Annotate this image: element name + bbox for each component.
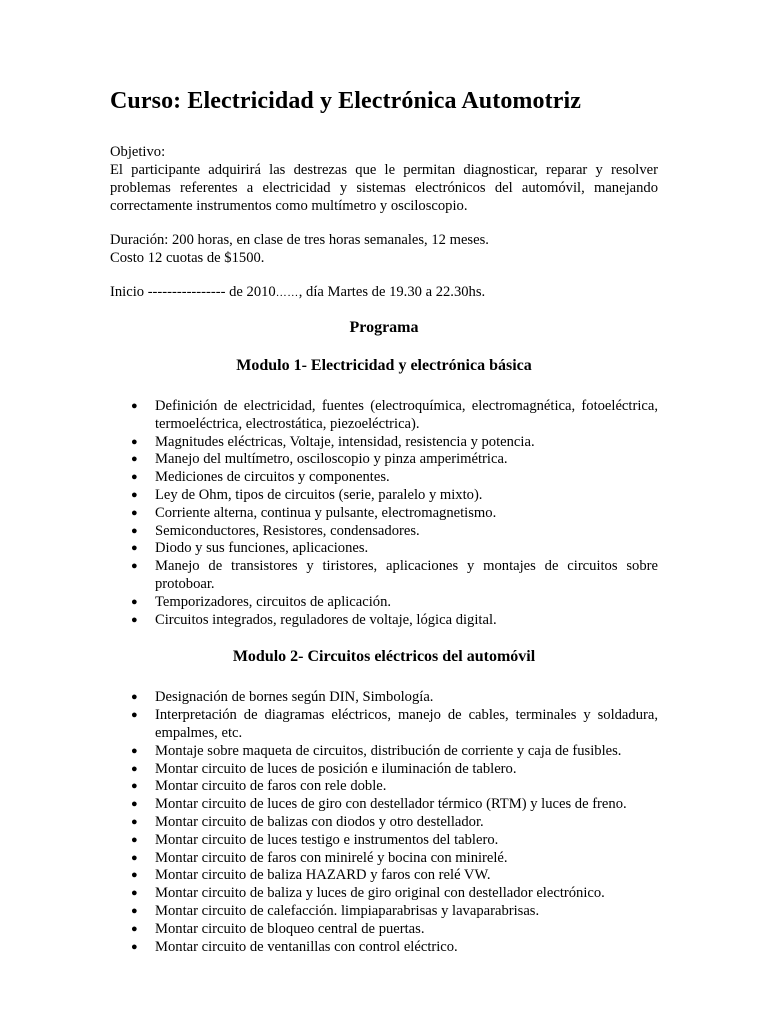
list-item	[110, 558, 658, 594]
program-heading: Programa	[349, 319, 419, 336]
list-item	[110, 796, 658, 814]
list-item	[110, 707, 658, 743]
list-item-text: Temporizadores, circuitos de aplicación.	[155, 593, 392, 610]
bullet-icon: ●	[131, 762, 138, 775]
bullet-icon: ●	[131, 851, 138, 864]
objective-text: El participante adquirirá las destrezas que le permitan diagnosticar, reparar y resolver problemas referentes a electricidad y sistemas electrónicos del automóvil, manejando correctamente instrumentos como multímetro y osciloscopio.	[110, 162, 658, 214]
bullet-icon: ●	[131, 940, 138, 953]
bullet-icon: ●	[131, 904, 138, 917]
list-item-text: Montar circuito de baliza y luces de giro original con destellador electrónico.	[155, 885, 605, 902]
bullet-icon: ●	[131, 435, 138, 448]
bullet-icon: ●	[131, 524, 138, 537]
list-item-text: Montar circuito de luces de giro con destellador térmico (RTM) y luces de freno.	[155, 796, 627, 813]
list-item	[110, 594, 658, 612]
list-item	[110, 612, 658, 630]
list-item	[110, 761, 658, 779]
list-item-text: Designación de bornes según DIN, Simbología.	[155, 689, 434, 706]
bullet-icon: ●	[131, 453, 138, 466]
list-item-text: Circuitos integrados, reguladores de voltaje, lógica digital.	[155, 611, 497, 628]
module1-heading: Modulo 1- Electricidad y electrónica básica	[236, 357, 532, 374]
document-page	[110, 86, 658, 956]
list-item	[110, 451, 658, 469]
bullet-icon: ●	[131, 400, 138, 412]
list-item-text: Montar circuito de ventanillas con control eléctrico.	[155, 938, 458, 955]
bullet-icon: ●	[131, 613, 138, 626]
document-title: Curso: Electricidad y Electrónica Automotriz	[110, 88, 581, 114]
list-item-text: Mediciones de circuitos y componentes.	[155, 469, 390, 486]
list-item-text: Diodo y sus funciones, aplicaciones.	[155, 540, 369, 557]
list-item	[110, 689, 658, 707]
cost-text: Costo 12 cuotas de $1500.	[110, 250, 265, 266]
list-item-text: Magnitudes eléctricas, Voltaje, intensidad, resistencia y potencia.	[155, 433, 535, 450]
list-item	[110, 921, 658, 939]
bullet-icon: ●	[131, 691, 138, 704]
objective-label: Objetivo:	[110, 144, 166, 160]
list-item-text: Montaje sobre maqueta de circuitos, distribución de corriente y caja de fusibles.	[155, 742, 622, 759]
list-item	[110, 743, 658, 761]
bullet-icon: ●	[131, 506, 138, 519]
list-item-text: Montar circuito de faros con minirelé y bocina con minirelé.	[155, 849, 508, 866]
list-item-text: Montar circuito de baliza HAZARD y faros con relé VW.	[155, 867, 491, 884]
module1-list	[110, 398, 658, 629]
list-item	[110, 469, 658, 487]
bullet-icon: ●	[131, 471, 138, 484]
list-item	[110, 505, 658, 523]
list-item-text: Corriente alterna, continua y pulsante, electromagnetismo.	[155, 504, 497, 521]
list-item-text: Manejo del multímetro, osciloscopio y pinza amperimétrica.	[155, 451, 508, 468]
list-item	[110, 540, 658, 558]
list-item-text: Semiconductores, Resistores, condensadores.	[155, 522, 420, 539]
start-dots: ……	[275, 287, 299, 299]
bullet-icon: ●	[131, 833, 138, 846]
module2-heading: Modulo 2- Circuitos eléctricos del automóvil	[232, 648, 536, 666]
bullet-icon: ●	[131, 595, 138, 608]
list-item	[110, 903, 658, 921]
list-item	[110, 487, 658, 505]
start-prefix: Inicio ---------------- de 2010	[110, 284, 276, 300]
list-item	[110, 398, 658, 434]
list-item-text: Montar circuito de luces testigo e instrumentos del tablero.	[155, 831, 499, 848]
bullet-icon: ●	[131, 887, 138, 900]
bullet-icon: ●	[131, 798, 138, 811]
bullet-icon: ●	[131, 780, 138, 793]
list-item-text: Manejo de transistores y tiristores, aplicaciones y montajes de circuitos sobre protoboar.	[155, 558, 658, 592]
bullet-icon: ●	[131, 744, 138, 757]
module2-list	[110, 689, 658, 956]
list-item-text: Interpretación de diagramas eléctricos, manejo de cables, terminales y soldadura, empalmes, etc.	[155, 707, 658, 741]
list-item	[110, 778, 658, 796]
list-item	[110, 939, 658, 957]
list-item	[110, 832, 658, 850]
list-item-text: Definición de electricidad, fuentes (electroquímica, electromagnética, fotoeléctrica, termoeléctrica, electrostática, piezoeléctrica).	[155, 398, 658, 432]
duration-text: Duración: 200 horas, en clase de tres horas semanales, 12 meses.	[110, 232, 489, 248]
bullet-icon: ●	[131, 815, 138, 828]
bullet-icon: ●	[131, 560, 138, 573]
start-date-line	[110, 283, 658, 302]
bullet-icon: ●	[131, 922, 138, 935]
bullet-icon: ●	[131, 869, 138, 882]
bullet-icon: ●	[131, 709, 138, 722]
bullet-icon: ●	[131, 488, 138, 501]
list-item-text: Montar circuito de balizas con diodos y otro destellador.	[155, 813, 484, 830]
list-item	[110, 885, 658, 903]
list-item	[110, 523, 658, 541]
list-item	[110, 867, 658, 885]
start-suffix: , día Martes de 19.30 a 22.30hs.	[298, 284, 486, 300]
bullet-icon: ●	[131, 542, 138, 555]
list-item	[110, 434, 658, 452]
list-item-text: Ley de Ohm, tipos de circuitos (serie, paralelo y mixto).	[155, 486, 483, 503]
list-item-text: Montar circuito de calefacción. limpiaparabrisas y lavaparabrisas.	[155, 902, 540, 919]
list-item-text: Montar circuito de bloqueo central de puertas.	[155, 920, 425, 937]
list-item	[110, 850, 658, 868]
list-item	[110, 814, 658, 832]
list-item-text: Montar circuito de luces de posición e iluminación de tablero.	[155, 760, 517, 777]
list-item-text: Montar circuito de faros con rele doble.	[155, 778, 387, 795]
